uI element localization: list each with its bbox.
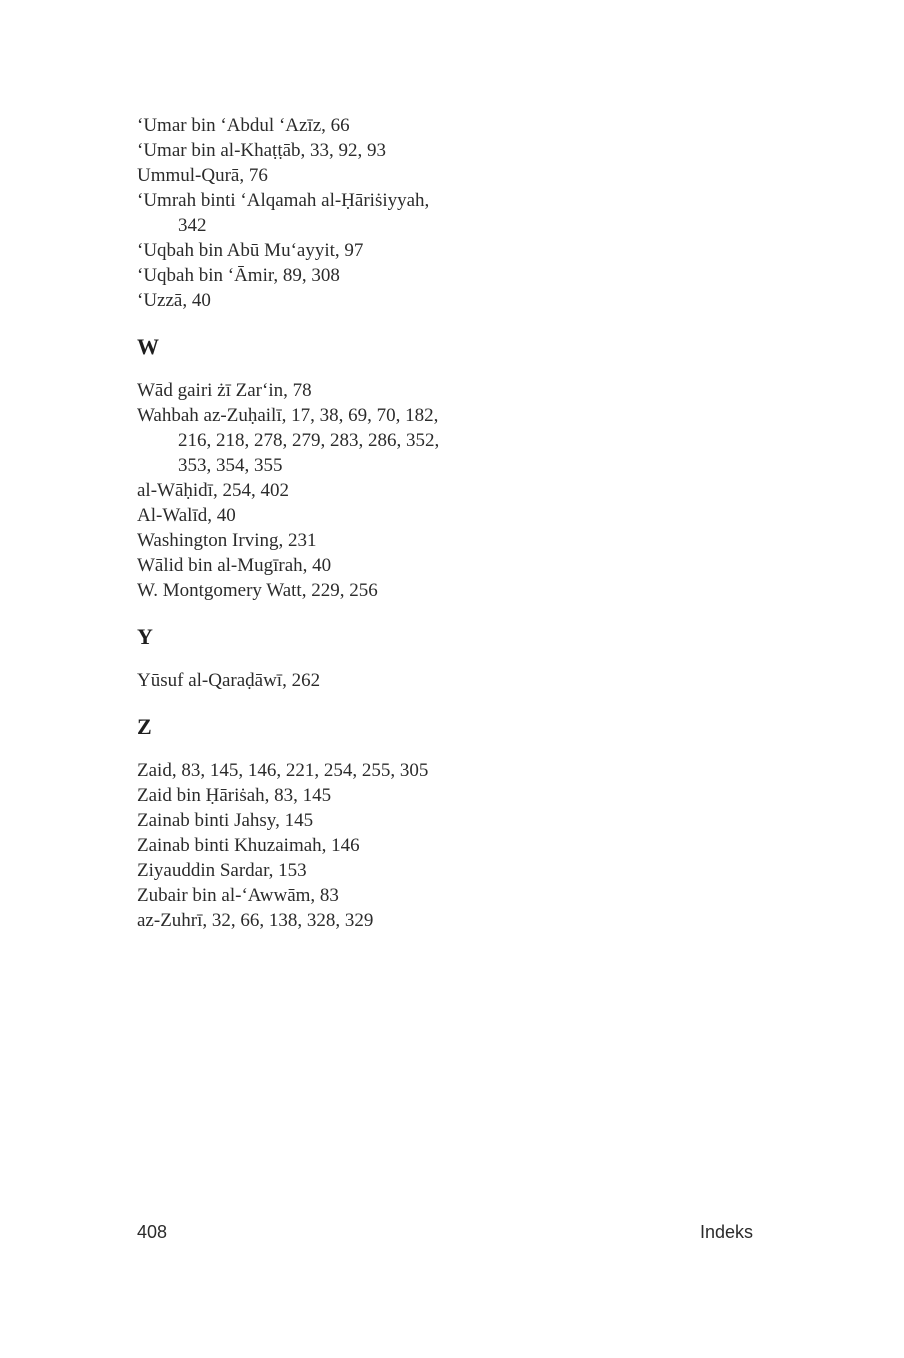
index-entry: ‘Umar bin al-Khaṭṭāb, 33, 92, 93 (137, 140, 387, 161)
index-entry: Yūsuf al-Qaraḍāwī, 262 (137, 670, 321, 691)
page-number: 408 (137, 1222, 168, 1242)
index-entry: Washington Irving, 231 (137, 530, 317, 551)
section-heading-z: Z (137, 714, 152, 739)
index-entry: ‘Uqbah bin ‘Āmir, 89, 308 (137, 265, 340, 286)
index-entry: Ummul-Qurā, 76 (137, 165, 268, 186)
index-entry: Zainab binti Jahsy, 145 (137, 810, 314, 831)
index-entry: Zubair bin al-‘Awwām, 83 (137, 885, 339, 906)
index-entry: Ziyauddin Sardar, 153 (137, 860, 307, 881)
index-entry: az-Zuhrī, 32, 66, 138, 328, 329 (137, 910, 374, 931)
index-entry: Wād gairi żī Zar‘in, 78 (137, 380, 312, 401)
index-entry: Wālid bin al-Mugīrah, 40 (137, 555, 332, 576)
index-entry: ‘Umrah binti ‘Alqamah al-Ḥāriṡiyyah, 342 (137, 190, 430, 236)
index-entry: Zaid bin Ḥāriṡah, 83, 145 (137, 785, 332, 806)
index-body (137, 113, 557, 933)
index-entry: Al-Walīd, 40 (137, 505, 236, 526)
index-entry: Wahbah az-Zuḥailī, 17, 38, 69, 70, 182, 216, 218, 278, 279, 283, 286, 352, 353, 354, 355 (137, 405, 440, 476)
index-entry: ‘Uzzā, 40 (137, 290, 211, 311)
index-entry: ‘Umar bin ‘Abdul ‘Azīz, 66 (137, 115, 350, 136)
index-entry: W. Montgomery Watt, 229, 256 (137, 580, 378, 601)
index-entry: al-Wāḥidī, 254, 402 (137, 480, 289, 501)
section-heading-y: Y (137, 624, 153, 649)
index-entry: Zainab binti Khuzaimah, 146 (137, 835, 360, 856)
section-heading-w: W (137, 334, 159, 359)
running-footer-title: Indeks (699, 1222, 753, 1242)
index-entry: Zaid, 83, 145, 146, 221, 254, 255, 305 (137, 760, 429, 781)
index-entry: ‘Uqbah bin Abū Mu‘ayyit, 97 (137, 240, 364, 261)
